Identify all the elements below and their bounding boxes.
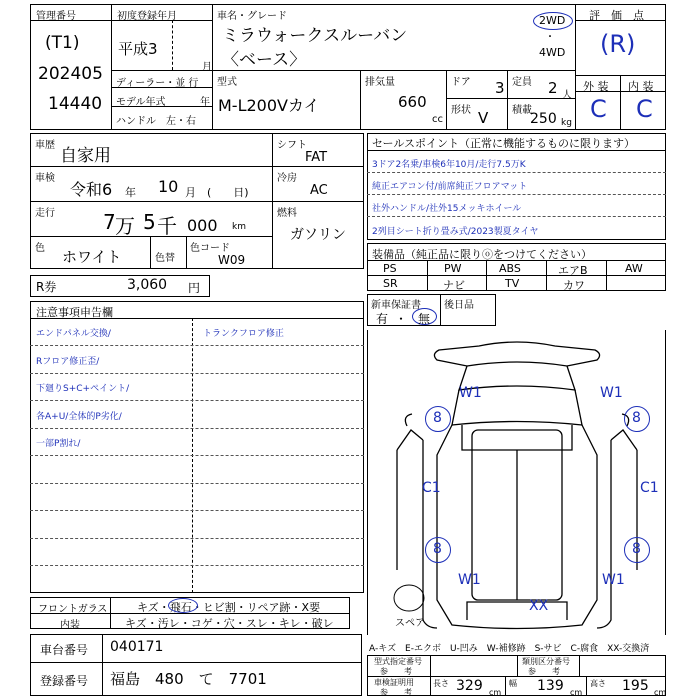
load: 250: [530, 111, 557, 127]
front-glass-items: キズ・飛石・ヒビ割・リペア跡・X要: [137, 601, 321, 614]
drive-dot: ・: [545, 32, 555, 43]
length-unit: cm: [489, 688, 502, 697]
height-unit: cm: [654, 688, 667, 697]
car-name-label: 車名・グレード: [217, 11, 287, 22]
drive-2wd: 2WD: [539, 14, 566, 27]
rating-value: (R): [600, 30, 636, 58]
color-change-label: 色替: [155, 253, 175, 264]
mark-tire-fr: 8: [632, 410, 641, 426]
equip-aw: AW: [625, 262, 643, 275]
displacement: 660: [398, 93, 427, 111]
note-left-2: Rフロア修正歪/: [36, 357, 100, 367]
sales-point-2: 純正エアコン付/前席純正フロアマット: [372, 182, 528, 192]
shape-label: 形状: [451, 105, 471, 116]
mileage-man-unit: 万: [115, 214, 135, 238]
shape: V: [478, 109, 489, 127]
interior-glass-label: 内装: [60, 620, 80, 631]
load-unit: kg: [561, 118, 572, 128]
mileage-man: 7: [103, 210, 116, 234]
note-left-1: エンドパネル交換/: [36, 329, 111, 339]
inspection-year-unit: 年: [125, 186, 136, 199]
height-label: 高さ: [590, 679, 606, 688]
equip-leather: カワ: [563, 279, 585, 292]
capacity-label: 定員: [512, 77, 532, 88]
exterior-label: 外 装: [583, 80, 609, 93]
length-label: 長さ: [433, 679, 449, 688]
mileage-sen-unit: 千: [157, 214, 177, 238]
sales-point-4: 2列目シート折り畳み式/2023製夏タイヤ: [372, 227, 539, 237]
height: 195: [622, 678, 649, 694]
handle-label: ハンドル 左・右: [116, 116, 196, 127]
kanri-code: (T1): [45, 33, 80, 53]
doors: 3: [495, 79, 505, 97]
equipment-title: 装備品（純正品に限りⓞをつけてください）: [372, 248, 592, 261]
capacity-unit: 人: [562, 90, 572, 101]
flying-stone-circle: [168, 598, 198, 613]
length: 329: [456, 678, 483, 694]
legend-line: A-キズ E-エクボ U-凹み W-補修跡 S-サビ C-腐食 XX-交換済: [369, 644, 650, 654]
mileage-label: 走行: [35, 208, 55, 219]
warranty-label: 新車保証書: [371, 300, 421, 311]
history: 自家用: [60, 146, 111, 166]
reg-label: 登録番号: [40, 674, 89, 688]
sales-points-title: セールスポイント（正常に機能するものに限ります）: [372, 137, 636, 150]
aircon: AC: [310, 183, 328, 198]
equip-airbag: エアB: [558, 264, 588, 277]
drive-4wd: 4WD: [539, 46, 566, 59]
mark-w1-bottom-left: W1: [458, 572, 481, 588]
equip-tv: TV: [505, 277, 520, 290]
interior-label: 内 装: [628, 80, 654, 93]
inspection-era: 令和6: [70, 180, 113, 199]
first-reg-label: 初度登録年月: [117, 11, 177, 22]
rating-label: 評 価 点: [589, 9, 644, 22]
color-label: 色: [35, 243, 45, 254]
width: 139: [537, 678, 564, 694]
reg: 福島 480 て 7701: [110, 670, 267, 688]
mark-tire-rr: 8: [632, 541, 641, 557]
exterior-grade: C: [590, 95, 607, 123]
first-reg-month-unit: 月: [202, 62, 212, 73]
model-cert-ref: 参 考: [380, 667, 412, 676]
fuel-label: 燃料: [277, 208, 297, 219]
recycle-frame: [30, 275, 210, 297]
spare-key-label: 後日品: [444, 300, 474, 311]
width-label: 幅: [509, 679, 517, 688]
equip-ps: PS: [383, 262, 397, 275]
cert-ref: 参 考: [380, 688, 412, 697]
recycle-unit: 円: [188, 281, 201, 295]
equip-sr: SR: [383, 277, 398, 290]
spare-label: スペア: [395, 618, 425, 629]
category-ref: 参 考: [528, 667, 560, 676]
sales-point-1: 3ドア2名乗/車検6年10月/走行7.5万K: [372, 160, 526, 170]
equip-abs: ABS: [499, 262, 521, 275]
warranty-sep: ・: [395, 312, 408, 326]
car-diagram: [367, 330, 666, 635]
sales-point-3: 社外ハンドル/社外15メッキホイール: [372, 204, 522, 214]
cert-label: 車検証明用: [374, 678, 414, 687]
interior-items: キズ・汚レ・コゲ・穴・スレ・キレ・破レ: [125, 617, 334, 630]
model-year-unit: 年: [200, 97, 210, 108]
color-code-label: 色コード: [190, 243, 230, 254]
model-year-label: モデル年式: [116, 97, 166, 108]
mileage-rest: 000: [187, 216, 218, 235]
warranty-no: 無: [418, 312, 431, 326]
note-left-3: 下廻りS+C+ペイント/: [36, 384, 130, 394]
note-right-1: トランクフロア修正: [203, 329, 284, 339]
warranty-yes: 有: [376, 312, 389, 326]
interior-grade: C: [636, 95, 653, 123]
mark-xx-rear: XX: [529, 598, 549, 614]
front-glass-label: フロントガラス: [38, 604, 108, 615]
inspection-month-unit: 月: [185, 186, 196, 199]
door-label: ドア: [451, 77, 471, 88]
recycle-label: R券: [36, 280, 57, 294]
history-label: 車歴: [35, 140, 55, 151]
equip-navi: ナビ: [443, 279, 465, 292]
load-label: 積載: [512, 105, 532, 116]
chassis-label: 車台番号: [40, 643, 89, 657]
mark-tire-fl: 8: [433, 410, 442, 426]
aircon-label: 冷房: [277, 173, 297, 184]
inspection-month: 10: [158, 177, 179, 196]
first-reg-era: 平成3: [118, 40, 158, 58]
mark-w1-bottom-right: W1: [602, 572, 625, 588]
capacity: 2: [548, 79, 558, 97]
shift: FAT: [305, 150, 328, 165]
inspection-label: 車検: [35, 173, 55, 184]
mark-w1-top-right: W1: [600, 385, 623, 401]
shift-label: シフト: [277, 140, 307, 151]
kanri-number: 202405: [38, 64, 103, 84]
displacement-unit: cc: [432, 114, 443, 125]
mark-c1-right: C1: [640, 480, 659, 496]
katashiki: M-L200Vカイ: [218, 96, 320, 115]
note-left-5: 一部P割れ/: [36, 439, 81, 449]
kanri-label: 管理番号: [36, 11, 76, 22]
mark-tire-rl: 8: [433, 541, 442, 557]
width-unit: cm: [570, 688, 583, 697]
mileage-sen: 5: [143, 210, 156, 234]
model-cert-label: 型式指定番号: [374, 657, 422, 666]
equip-pw: PW: [444, 262, 462, 275]
kanri-sub: 14440: [48, 94, 103, 114]
color: ホワイト: [62, 248, 122, 266]
inspection-day: ( 日): [207, 186, 249, 199]
car-name: ミラウォークスルーバン: [222, 26, 408, 46]
fuel: ガソリン: [290, 227, 346, 243]
displacement-label: 排気量: [365, 77, 395, 88]
mileage-unit: km: [232, 222, 246, 232]
notes-title: 注意事項申告欄: [36, 306, 113, 319]
grade: 〈ベース〉: [222, 50, 307, 70]
category-label: 類別区分番号: [522, 657, 570, 666]
color-code: W09: [218, 253, 246, 267]
chassis: 040171: [110, 639, 164, 655]
mark-w1-top-left: W1: [459, 385, 482, 401]
mark-c1-left: C1: [422, 480, 441, 496]
recycle-value: 3,060: [127, 277, 168, 293]
katashiki-label: 型式: [217, 77, 237, 88]
note-left-4: 各A+U/全体的P劣化/: [36, 412, 122, 422]
dealer-label: ディーラー・並 行: [116, 78, 199, 89]
